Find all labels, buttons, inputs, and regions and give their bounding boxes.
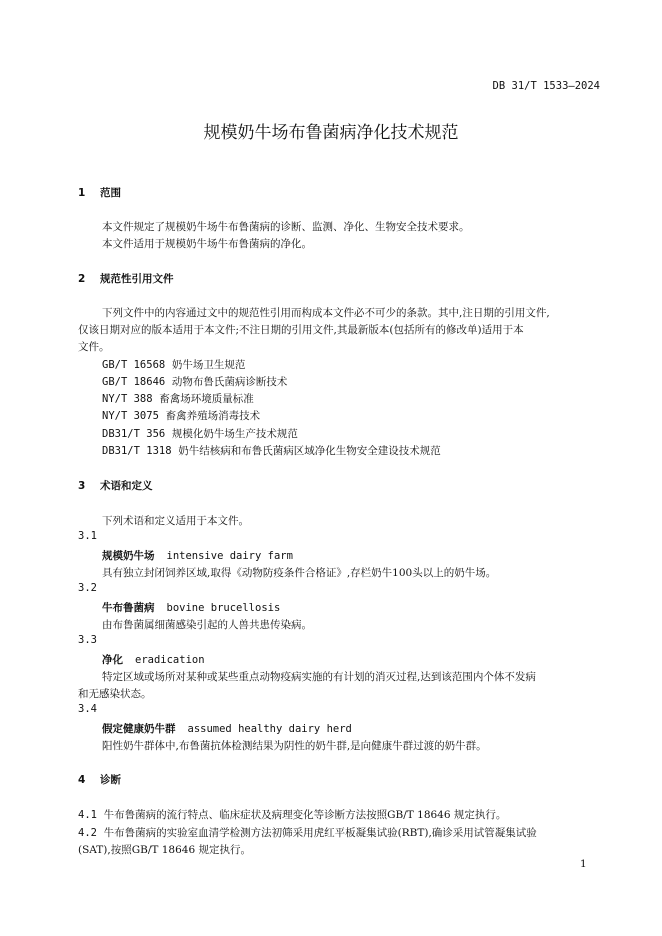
section-number: 1 <box>78 187 86 199</box>
paragraph-line: 下列文件中的内容通过文中的规范性引用而构成本文件必不可少的条款。其中,注日期的引用文件, <box>102 307 550 319</box>
term-number: 3.3 <box>78 634 97 646</box>
term-definition: 特定区域或场所对某种或某些重点动物疫病实施的有计划的消灭过程,达到该范围内个体不发病 <box>102 671 536 683</box>
reference-item <box>102 408 260 423</box>
section-1-heading <box>78 185 121 200</box>
reference-code: NY/T 3075 <box>102 410 159 422</box>
reference-title: 动物布鲁氏菌病诊断技术 <box>171 376 288 388</box>
section-3-heading <box>78 478 153 493</box>
term-english: intensive dairy farm <box>166 550 293 562</box>
term-number: 3.2 <box>78 582 97 594</box>
section-2-heading <box>78 271 174 286</box>
reference-item <box>102 357 245 372</box>
reference-code: DB31/T 356 <box>102 428 166 440</box>
term-chinese: 净化 <box>102 654 123 666</box>
reference-code: DB31/T 1318 <box>102 445 172 457</box>
reference-title: 奶牛场卫生规范 <box>171 359 246 371</box>
reference-title: 规模化奶牛场生产技术规范 <box>171 428 298 440</box>
paragraph: 本文件适用于规模奶牛场牛布鲁菌病的净化。 <box>102 238 312 250</box>
document-number: DB 31/T 1533—2024 <box>492 80 600 92</box>
clause-number: 4.2 <box>78 827 97 839</box>
term-definition-cont: 和无感染状态。 <box>78 688 152 700</box>
term-english: bovine brucellosis <box>166 602 281 614</box>
term-chinese: 规模奶牛场 <box>102 550 155 562</box>
reference-code: NY/T 388 <box>102 393 153 405</box>
clause-4-2 <box>78 825 537 840</box>
paragraph: 本文件规定了规模奶牛场牛布鲁菌病的诊断、监测、净化、生物安全技术要求。 <box>102 221 470 233</box>
term-english: assumed healthy dairy herd <box>187 723 352 735</box>
section-number: 2 <box>78 273 86 285</box>
term-title <box>102 652 205 667</box>
term-number: 3.1 <box>78 530 97 542</box>
reference-item <box>102 426 298 441</box>
term-number: 3.4 <box>78 703 97 715</box>
reference-item <box>102 391 254 406</box>
section-title: 诊断 <box>100 774 121 786</box>
term-chinese: 牛布鲁菌病 <box>102 602 155 614</box>
clause-4-2-cont: (SAT),按照GB/T 18646 规定执行。 <box>78 844 251 856</box>
reference-code: GB/T 18646 <box>102 376 166 388</box>
clause-number: 4.1 <box>78 809 97 821</box>
term-definition: 阳性奶牛群体中,布鲁菌抗体检测结果为阴性的奶牛群,是向健康牛群过渡的奶牛群。 <box>102 740 487 752</box>
section-number: 3 <box>78 480 86 492</box>
paragraph: 下列术语和定义适用于本文件。 <box>102 515 249 527</box>
reference-title: 奶牛结核病和布鲁氏菌病区域净化生物安全建设技术规范 <box>178 445 441 457</box>
clause-text: 牛布鲁菌病的实验室血清学检测方法初筛采用虎红平板凝集试验(RBT),确诊采用试管凝集试验 <box>103 827 537 839</box>
term-title <box>102 721 352 736</box>
reference-code: GB/T 16568 <box>102 359 166 371</box>
term-title <box>102 548 293 563</box>
paragraph-line: 仅该日期对应的版本适用于本文件;不注日期的引用文件,其最新版本(包括所有的修改单)适用于本 <box>78 324 524 336</box>
clause-4-1 <box>78 807 506 822</box>
paragraph-line: 文件。 <box>78 341 110 353</box>
clause-text: 牛布鲁菌病的流行特点、临床症状及病理变化等诊断方法按照GB/T 18646 规定执行。 <box>103 809 507 821</box>
section-title: 术语和定义 <box>100 480 153 492</box>
term-definition: 具有独立封闭饲养区域,取得《动物防疫条件合格证》,存栏奶牛100头以上的奶牛场。 <box>102 567 497 579</box>
term-title <box>102 600 280 615</box>
term-english: eradication <box>135 654 205 666</box>
reference-title: 畜禽养殖场消毒技术 <box>165 410 261 422</box>
reference-item <box>102 374 287 389</box>
document-title: 规模奶牛场布鲁菌病净化技术规范 <box>203 123 459 143</box>
section-title: 规范性引用文件 <box>100 273 174 285</box>
section-4-heading <box>78 772 121 787</box>
term-definition: 由布鲁菌属细菌感染引起的人兽共患传染病。 <box>102 619 312 631</box>
reference-title: 畜禽场环境质量标准 <box>159 393 254 405</box>
reference-item <box>102 443 441 458</box>
page-number: 1 <box>580 858 587 870</box>
term-chinese: 假定健康奶牛群 <box>102 723 176 735</box>
section-number: 4 <box>78 774 86 786</box>
section-title: 范围 <box>100 187 121 199</box>
